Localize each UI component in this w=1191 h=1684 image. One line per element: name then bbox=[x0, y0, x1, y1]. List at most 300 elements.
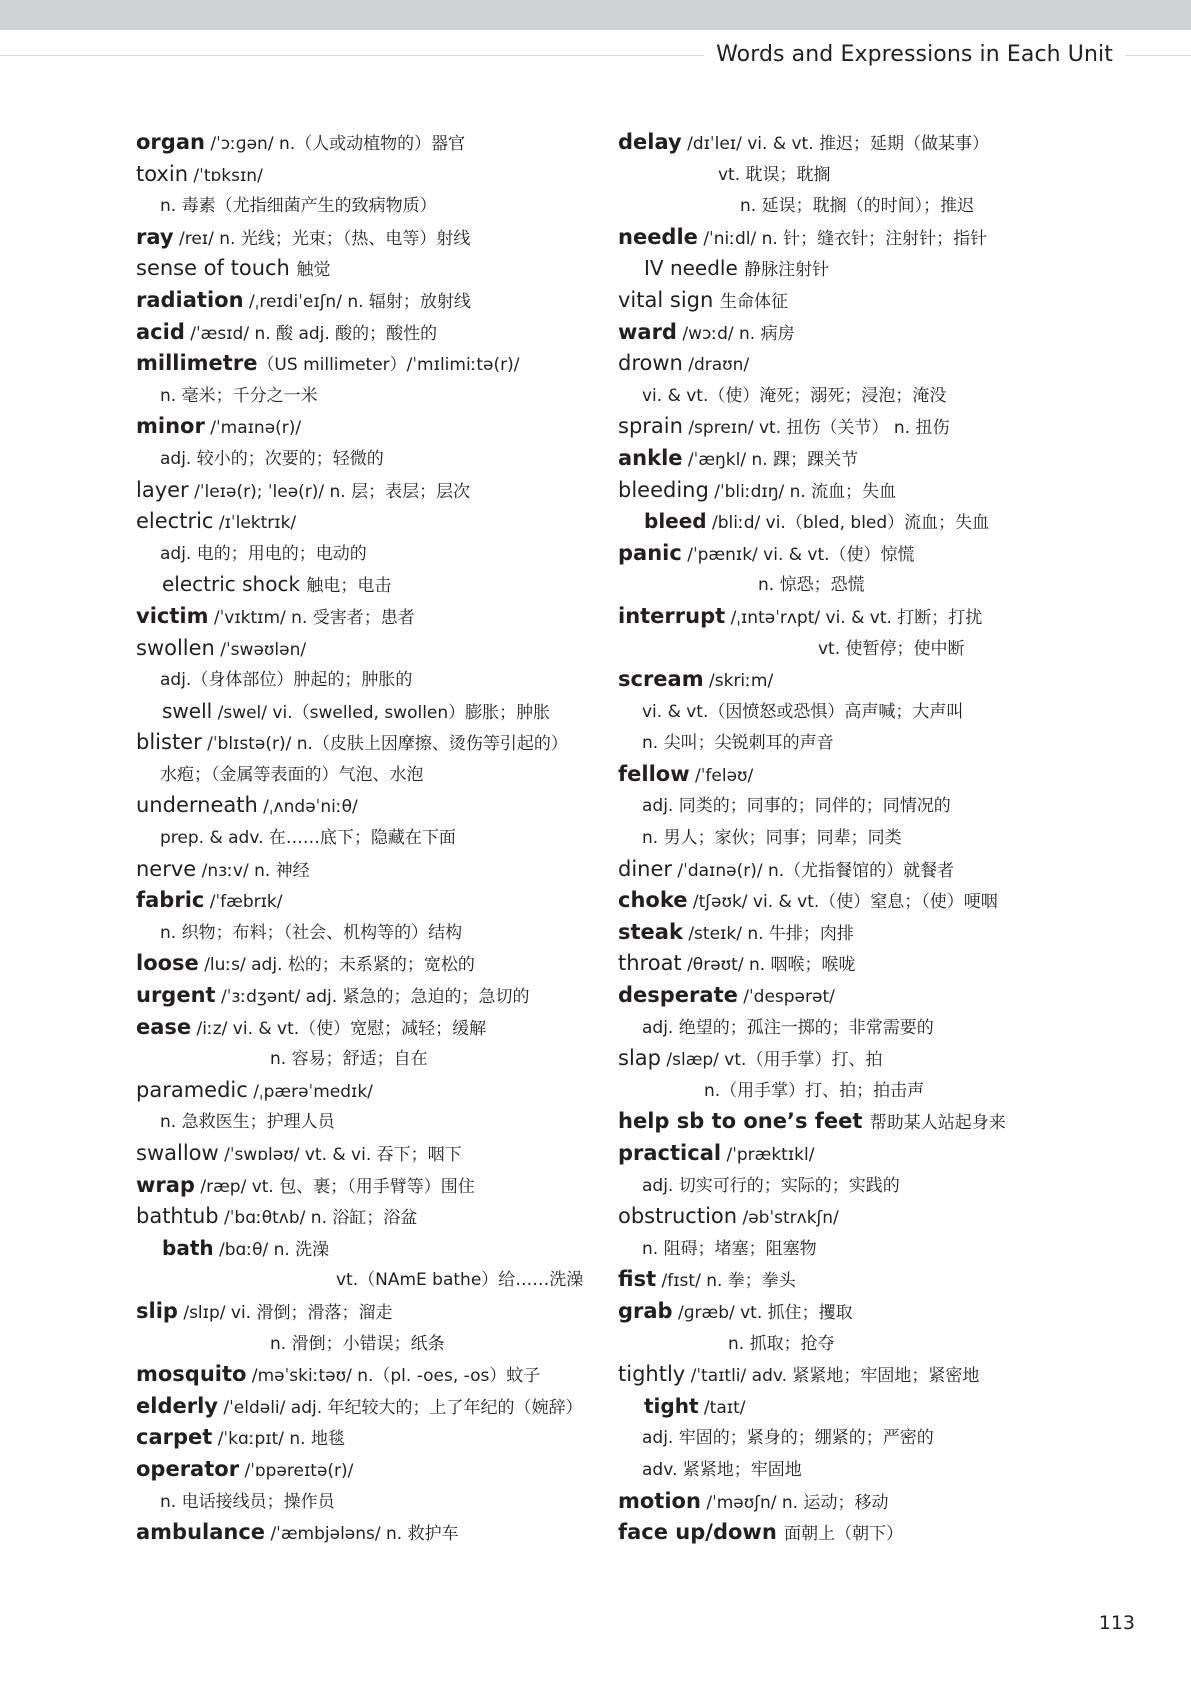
left-entry-text bbox=[136, 1298, 393, 1323]
headword: obstruction bbox=[618, 1204, 738, 1229]
left-entry-text bbox=[162, 574, 391, 596]
left-entry-text bbox=[162, 1235, 330, 1260]
right-entry-text bbox=[618, 1269, 796, 1291]
definition: /ˈtaɪtli/ adv. 紧紧地；牢固地；紧密地 bbox=[685, 1366, 980, 1387]
right-entry-line bbox=[618, 475, 1138, 507]
definition: /bɑːθ/ n. 洗澡 bbox=[213, 1239, 330, 1260]
right-entry-line bbox=[618, 222, 1138, 254]
left-entry-text: vt.（NAmE bathe）给……洗澡 bbox=[336, 1270, 584, 1291]
left-entry-text bbox=[136, 1522, 459, 1544]
right-entry-line bbox=[618, 253, 1138, 285]
definition: /ˈpænɪk/ vi. & vt.（使）惊慌 bbox=[681, 544, 915, 565]
left-entry-line bbox=[136, 1486, 606, 1518]
headword: electric shock bbox=[162, 572, 307, 597]
definition: /ˈbɑːθtʌb/ n. 浴缸；浴盆 bbox=[218, 1208, 418, 1229]
definition: /ˈæmbjələns/ n. 救护车 bbox=[265, 1524, 459, 1545]
right-entry-line bbox=[618, 348, 1138, 380]
left-entry-line bbox=[136, 1517, 606, 1549]
left-entry-text bbox=[136, 319, 438, 344]
definition: /ˈæsɪd/ n. 酸 adj. 酸的；酸性的 bbox=[184, 323, 438, 344]
right-entry-line bbox=[618, 1486, 1138, 1518]
right-entry-text bbox=[618, 477, 897, 502]
right-entry-line bbox=[618, 633, 1138, 665]
headword: electric bbox=[136, 509, 214, 534]
definition: /tʃəʊk/ vi. & vt.（使）窒息；（使）哽咽 bbox=[687, 892, 998, 913]
definition: /skriːm/ bbox=[703, 671, 774, 692]
right-entry-line bbox=[618, 1106, 1138, 1138]
definition: /ˈkɑːpɪt/ n. 地毯 bbox=[212, 1429, 345, 1450]
right-entry-text bbox=[618, 319, 795, 344]
left-entry-line bbox=[136, 475, 606, 507]
left-entry-line bbox=[136, 980, 606, 1012]
left-entry-line bbox=[136, 948, 606, 980]
definition: /ˌreɪdiˈeɪʃn/ n. 辐射；放射线 bbox=[243, 291, 471, 312]
left-entry-line bbox=[136, 1075, 606, 1107]
right-entry-line bbox=[618, 1138, 1138, 1170]
left-entry-text: prep. & adv. 在……底下；隐藏在下面 bbox=[160, 828, 456, 849]
left-entry-text bbox=[136, 890, 283, 912]
headword: interrupt bbox=[618, 603, 726, 628]
headword: radiation bbox=[136, 287, 244, 312]
definition: /swel/ vi.（swelled, swollen）膨胀；肿胀 bbox=[212, 702, 551, 723]
left-entry-text: n. 电话接线员；操作员 bbox=[160, 1491, 335, 1512]
right-entry-line bbox=[618, 696, 1138, 728]
definition: /ˌʌndəˈniːθ/ bbox=[257, 797, 358, 818]
headword: operator bbox=[136, 1456, 240, 1481]
headword: toxin bbox=[136, 161, 189, 186]
headword: victim bbox=[136, 603, 209, 628]
headword: urgent bbox=[136, 983, 216, 1008]
right-entry-text bbox=[618, 761, 754, 786]
headword: ray bbox=[136, 224, 174, 249]
left-entry-line bbox=[136, 1170, 606, 1202]
definition: /nɜːv/ n. 神经 bbox=[196, 860, 310, 881]
left-entry-text bbox=[136, 1427, 345, 1449]
right-entry-text bbox=[618, 1298, 853, 1323]
right-entry-text bbox=[618, 224, 988, 249]
right-entry-text: adj. 切实可行的；实际的；实践的 bbox=[642, 1175, 900, 1196]
right-entry-line bbox=[618, 1296, 1138, 1328]
definition: /spreɪn/ vt. 扭伤（关节） n. 扭伤 bbox=[682, 418, 950, 439]
definition: /draʊn/ bbox=[682, 355, 750, 376]
definition: 静脉注射针 bbox=[744, 260, 830, 281]
definition: /ˈniːdl/ n. 针；缝衣针；注射针；指针 bbox=[697, 228, 988, 249]
headword: help sb to one’s feet bbox=[618, 1109, 870, 1134]
headword: nerve bbox=[136, 856, 197, 881]
definition: （US millimeter）/ˈmɪlimiːtə(r)/ bbox=[257, 355, 520, 376]
right-entry-text bbox=[644, 1393, 746, 1418]
left-entry-line bbox=[136, 159, 606, 191]
left-entry-line bbox=[136, 569, 606, 601]
right-entry-text: adj. 同类的；同事的；同伴的；同情况的 bbox=[642, 796, 951, 817]
headword: bleed bbox=[644, 509, 707, 534]
left-entry-text bbox=[136, 1014, 487, 1039]
definition: /slæp/ vt.（用手掌）打、拍 bbox=[660, 1050, 883, 1071]
headword: bathtub bbox=[136, 1204, 219, 1229]
definition: /əbˈstrʌkʃn/ bbox=[737, 1208, 839, 1229]
headword: ease bbox=[136, 1014, 192, 1039]
right-entry-line bbox=[618, 538, 1138, 570]
headword: elderly bbox=[136, 1393, 218, 1418]
headword: organ bbox=[136, 130, 205, 154]
right-entry-line bbox=[618, 790, 1138, 822]
right-entry-text bbox=[618, 1522, 903, 1544]
headword: grab bbox=[618, 1298, 673, 1323]
definition: /slɪp/ vi. 滑倒；滑落；溜走 bbox=[177, 1302, 393, 1323]
definition: /dɪˈleɪ/ vi. & vt. 推迟；延期（做某事） bbox=[681, 134, 990, 154]
headword: slap bbox=[618, 1046, 661, 1071]
left-entry-line bbox=[136, 727, 606, 759]
right-entry-text bbox=[618, 856, 955, 881]
right-entry-line bbox=[618, 1264, 1138, 1296]
definition: /ɡræb/ vt. 抓住；攫取 bbox=[672, 1302, 853, 1323]
definition: /fɪst/ n. 拳；拳头 bbox=[656, 1271, 796, 1292]
left-entry-line bbox=[136, 822, 606, 854]
definition: /wɔːd/ n. 病房 bbox=[676, 323, 795, 344]
left-entry-text bbox=[136, 1393, 583, 1418]
right-entry-line bbox=[618, 1043, 1138, 1075]
right-entry-text bbox=[618, 132, 989, 154]
right-entry-line bbox=[618, 159, 1138, 191]
left-entry-line bbox=[136, 1201, 606, 1233]
definition: /ˈeldəli/ adj. 年纪较大的；上了年纪的（婉辞） bbox=[217, 1397, 583, 1418]
definition: /ˈdespərət/ bbox=[737, 987, 835, 1008]
right-entry-text bbox=[618, 445, 859, 470]
headword: face up/down bbox=[618, 1520, 785, 1545]
right-entry-text: n. 男人；家伙；同事；同辈；同类 bbox=[642, 828, 902, 849]
left-entry-text: n. 织物；布料；（社会、机构等的）结构 bbox=[160, 922, 463, 943]
headword: diner bbox=[618, 856, 673, 881]
right-entry-line bbox=[618, 854, 1138, 886]
headword: throat bbox=[618, 951, 682, 976]
right-entry-line bbox=[618, 443, 1138, 475]
definition: /ˈswɒləʊ/ vt. & vi. 吞下；咽下 bbox=[218, 1145, 462, 1165]
definition: /ɪˈlektrɪk/ bbox=[213, 513, 297, 534]
right-entry-line bbox=[618, 1359, 1138, 1391]
definition: /ˈfeləʊ/ bbox=[689, 765, 754, 786]
left-entry-line bbox=[136, 1454, 606, 1486]
right-entry-text bbox=[618, 1143, 814, 1165]
headword: scream bbox=[618, 667, 704, 692]
headword: minor bbox=[136, 414, 205, 439]
left-entry-line bbox=[136, 917, 606, 949]
headword: vital sign bbox=[618, 287, 720, 312]
left-entry-line bbox=[136, 1233, 606, 1265]
left-entry-line bbox=[136, 411, 606, 443]
left-entry-line bbox=[136, 885, 606, 917]
right-entry-text: adj. 绝望的；孤注一掷的；非常需要的 bbox=[642, 1017, 934, 1038]
headword: drown bbox=[618, 351, 683, 376]
left-entry-text bbox=[136, 258, 331, 280]
right-entry-line bbox=[618, 380, 1138, 412]
definition: /bliːd/ vi.（bled, bled）流血；失血 bbox=[706, 513, 990, 534]
left-entry-text bbox=[136, 1143, 462, 1165]
headword: tightly bbox=[618, 1362, 686, 1387]
headword: acid bbox=[136, 319, 185, 344]
definition: /θrəʊt/ n. 咽喉；喉咙 bbox=[681, 955, 856, 976]
left-entry-line bbox=[136, 1043, 606, 1075]
right-entry-line bbox=[618, 190, 1138, 222]
left-entry-line bbox=[136, 317, 606, 349]
left-entry-line bbox=[136, 222, 606, 254]
right-entry-line bbox=[618, 1517, 1138, 1549]
right-column bbox=[618, 127, 1138, 1549]
headword: ambulance bbox=[136, 1520, 266, 1545]
headword: layer bbox=[136, 477, 189, 502]
headword: desperate bbox=[618, 983, 738, 1008]
headword: delay bbox=[618, 130, 682, 154]
left-entry-text bbox=[136, 224, 471, 249]
left-entry-text bbox=[136, 416, 301, 438]
headword: blister bbox=[136, 730, 202, 755]
left-entry-text bbox=[136, 1364, 540, 1386]
left-entry-text: adj. 电的；用电的；电动的 bbox=[160, 543, 367, 564]
left-entry-text bbox=[136, 1206, 417, 1228]
right-entry-text bbox=[618, 1206, 839, 1228]
left-entry-text bbox=[136, 953, 475, 975]
definition: 帮助某人站起身来 bbox=[869, 1113, 1006, 1134]
definition: /ˈswəʊlən/ bbox=[214, 639, 307, 660]
headword: needle bbox=[618, 224, 698, 249]
right-entry-text: n. 延误；耽搁（的时间）；推迟 bbox=[740, 196, 975, 217]
left-entry-text: n. 毒素（尤指细菌产生的致病物质） bbox=[160, 196, 437, 217]
left-entry-line bbox=[136, 759, 606, 791]
right-entry-text bbox=[618, 953, 856, 975]
headword: fellow bbox=[618, 761, 690, 786]
left-entry-text: adj.（身体部位）肿起的；肿胀的 bbox=[160, 670, 413, 691]
definition: /ræp/ vt. 包、裹；（用手臂等）围住 bbox=[194, 1176, 475, 1197]
left-column bbox=[136, 127, 606, 1549]
definition: /reɪ/ n. 光线；光束；（热、电等）射线 bbox=[173, 228, 471, 249]
left-entry-line bbox=[136, 1296, 606, 1328]
definition: /ˈvɪktɪm/ n. 受害者；患者 bbox=[208, 607, 415, 628]
right-entry-text bbox=[618, 669, 773, 691]
left-entry-line bbox=[136, 1422, 606, 1454]
left-entry-line bbox=[136, 348, 606, 380]
page-number: 113 bbox=[1098, 1612, 1135, 1634]
left-entry-line bbox=[136, 854, 606, 886]
right-entry-line bbox=[618, 1075, 1138, 1107]
left-entry-text bbox=[136, 161, 263, 186]
right-entry-text: vt. 耽误；耽搁 bbox=[718, 164, 831, 185]
definition: 面朝上（朝下） bbox=[784, 1524, 904, 1545]
right-entry-text bbox=[618, 416, 950, 438]
right-entry-line bbox=[618, 664, 1138, 696]
right-entry-line bbox=[618, 917, 1138, 949]
definition: /ˈdaɪnə(r)/ n.（尤指餐馆的）就餐者 bbox=[672, 860, 955, 881]
left-entry-text bbox=[136, 132, 465, 154]
right-entry-line bbox=[618, 759, 1138, 791]
left-entry-text bbox=[136, 1172, 475, 1197]
left-entry-text bbox=[136, 795, 358, 817]
headword: practical bbox=[618, 1141, 722, 1165]
right-entry-line bbox=[618, 1391, 1138, 1423]
left-entry-text bbox=[136, 635, 307, 660]
headword: panic bbox=[618, 540, 682, 565]
left-entry-line bbox=[136, 1328, 606, 1360]
right-entry-line bbox=[618, 885, 1138, 917]
definition: /ˈpræktɪkl/ bbox=[721, 1145, 815, 1165]
headword: tight bbox=[644, 1393, 699, 1418]
right-entry-text bbox=[618, 1111, 1006, 1133]
left-entry-line bbox=[136, 285, 606, 317]
headword: fabric bbox=[136, 888, 205, 913]
right-entry-text bbox=[618, 890, 998, 912]
right-entry-text bbox=[618, 1048, 882, 1070]
right-entry-text: n. 抓取；抢夺 bbox=[728, 1333, 835, 1354]
headword: loose bbox=[136, 951, 199, 976]
left-entry-text bbox=[136, 1456, 354, 1481]
headword: choke bbox=[618, 888, 688, 913]
right-entry-line bbox=[618, 1328, 1138, 1360]
left-entry-line bbox=[136, 253, 606, 285]
headword: ankle bbox=[618, 445, 683, 470]
right-entry-line bbox=[618, 822, 1138, 854]
right-entry-line bbox=[618, 1233, 1138, 1265]
right-entry-line bbox=[618, 727, 1138, 759]
right-entry-text bbox=[618, 1364, 979, 1386]
left-entry-line bbox=[136, 1359, 606, 1391]
right-entry-text bbox=[644, 511, 989, 533]
headword: bath bbox=[162, 1235, 214, 1260]
headword: sprain bbox=[618, 414, 683, 439]
right-entry-text: adj. 牢固的；紧身的；绷紧的；严密的 bbox=[642, 1428, 934, 1449]
definition: /ˈɔːɡən/ n.（人或动植物的）器官 bbox=[204, 134, 466, 154]
definition: /taɪt/ bbox=[698, 1397, 746, 1418]
right-entry-line bbox=[618, 980, 1138, 1012]
right-entry-text bbox=[618, 603, 983, 628]
definition: 触觉 bbox=[296, 260, 331, 281]
left-entry-line bbox=[136, 633, 606, 665]
definition: /luːs/ adj. 松的；未系紧的；宽松的 bbox=[198, 955, 475, 976]
left-entry-line bbox=[136, 506, 606, 538]
right-entry-line bbox=[618, 285, 1138, 317]
right-entry-text: n. 尖叫；尖锐刺耳的声音 bbox=[642, 733, 834, 754]
headword: IV needle bbox=[644, 256, 745, 281]
right-entry-line bbox=[618, 1454, 1138, 1486]
left-entry-line bbox=[136, 443, 606, 475]
left-entry-text: n. 容易；舒适；自在 bbox=[270, 1049, 428, 1070]
definition: /ˈɜːdʒənt/ adj. 紧急的；急迫的；急切的 bbox=[215, 987, 530, 1008]
right-entry-text: n. 惊恐；恐慌 bbox=[758, 575, 865, 596]
left-entry-line bbox=[136, 190, 606, 222]
definition: /ˈmaɪnə(r)/ bbox=[204, 418, 302, 439]
left-entry-text bbox=[136, 353, 520, 375]
left-entry-text: n. 毫米；千分之一米 bbox=[160, 385, 318, 406]
headword: paramedic bbox=[136, 1077, 248, 1102]
right-entry-line bbox=[618, 1012, 1138, 1044]
definition: /ˈæŋkl/ n. 踝；踝关节 bbox=[682, 449, 859, 470]
right-entry-line bbox=[618, 411, 1138, 443]
definition: /ˌɪntəˈrʌpt/ vi. & vt. 打断；打扰 bbox=[725, 607, 983, 628]
left-entry-text bbox=[136, 856, 310, 881]
headword: slip bbox=[136, 1298, 178, 1323]
left-entry-text bbox=[136, 603, 415, 628]
headword: fist bbox=[618, 1267, 657, 1292]
left-entry-line bbox=[136, 1391, 606, 1423]
left-entry-text bbox=[136, 1077, 373, 1102]
left-entry-text: n. 急救医生；护理人员 bbox=[160, 1112, 335, 1133]
headword: steak bbox=[618, 919, 683, 944]
headword: swell bbox=[162, 698, 213, 723]
right-entry-text: vt. 使暂停；使中断 bbox=[818, 638, 965, 659]
left-entry-line bbox=[136, 1106, 606, 1138]
left-entry-text bbox=[136, 477, 471, 502]
headword: carpet bbox=[136, 1425, 213, 1450]
left-entry-text bbox=[136, 511, 296, 533]
right-entry-line bbox=[618, 948, 1138, 980]
right-entry-text: vi. & vt.（因愤怒或恐惧）高声喊；大声叫 bbox=[642, 701, 964, 722]
headword: wrap bbox=[136, 1172, 195, 1197]
definition: /ˈtɒksɪn/ bbox=[188, 165, 263, 186]
left-entry-line bbox=[136, 790, 606, 822]
left-entry-line bbox=[136, 1138, 606, 1170]
right-entry-line bbox=[618, 569, 1138, 601]
left-entry-text: 水疱；（金属等表面的）气泡、水泡 bbox=[160, 764, 424, 785]
left-entry-line bbox=[136, 696, 606, 728]
headword: millimetre bbox=[136, 351, 258, 376]
definition: /ˈbliːdɪŋ/ n. 流血；失血 bbox=[708, 481, 897, 502]
left-entry-line bbox=[136, 538, 606, 570]
definition: /ˈblɪstə(r)/ n.（皮肤上因摩擦、烫伤等引起的） bbox=[201, 734, 568, 755]
headword: swallow bbox=[136, 1141, 219, 1165]
right-entry-line bbox=[618, 317, 1138, 349]
right-entry-text: adv. 紧紧地；牢固地 bbox=[642, 1459, 802, 1480]
left-entry-line bbox=[136, 1264, 606, 1296]
top-bar bbox=[0, 0, 1191, 30]
definition: /ˈfæbrɪk/ bbox=[204, 892, 283, 913]
headword: sense of touch bbox=[136, 256, 297, 281]
right-entry-text bbox=[618, 287, 788, 312]
right-entry-text bbox=[644, 258, 829, 280]
left-entry-text bbox=[136, 287, 471, 312]
headword: motion bbox=[618, 1488, 701, 1513]
left-entry-line bbox=[136, 1012, 606, 1044]
right-entry-text: n. 阻碍；堵塞；阻塞物 bbox=[642, 1238, 817, 1259]
right-entry-text bbox=[618, 540, 915, 565]
definition: 触电；电击 bbox=[306, 576, 392, 597]
headword: swollen bbox=[136, 635, 215, 660]
running-header-title: Words and Expressions in Each Unit bbox=[704, 42, 1125, 67]
definition: /ˈleɪə(r); ˈleə(r)/ n. 层；表层；层次 bbox=[188, 481, 471, 502]
right-entry-line bbox=[618, 601, 1138, 633]
right-entry-line bbox=[618, 127, 1138, 159]
right-entry-text bbox=[618, 353, 749, 375]
right-entry-line bbox=[618, 506, 1138, 538]
left-entry-line bbox=[136, 127, 606, 159]
headword: ward bbox=[618, 319, 677, 344]
left-entry-line bbox=[136, 601, 606, 633]
right-entry-line bbox=[618, 1170, 1138, 1202]
headword: bleeding bbox=[618, 477, 709, 502]
right-entry-line bbox=[618, 1422, 1138, 1454]
left-entry-text: adj. 较小的；次要的；轻微的 bbox=[160, 448, 384, 469]
definition: /iːz/ vi. & vt.（使）宽慰；减轻；缓解 bbox=[191, 1018, 487, 1039]
left-entry-line bbox=[136, 380, 606, 412]
definition: /ˈɒpəreɪtə(r)/ bbox=[239, 1460, 354, 1481]
right-entry-text bbox=[618, 919, 854, 944]
right-entry-text bbox=[618, 985, 835, 1007]
definition: /steɪk/ n. 牛排；肉排 bbox=[682, 923, 854, 944]
definition: 生命体征 bbox=[719, 291, 788, 312]
right-entry-line bbox=[618, 1201, 1138, 1233]
left-entry-text: n. 滑倒；小错误；纸条 bbox=[270, 1333, 445, 1354]
left-entry-text bbox=[162, 698, 551, 723]
headword: mosquito bbox=[136, 1362, 247, 1387]
left-entry-text bbox=[136, 732, 568, 754]
right-entry-text bbox=[618, 1488, 889, 1513]
headword: underneath bbox=[136, 793, 258, 818]
